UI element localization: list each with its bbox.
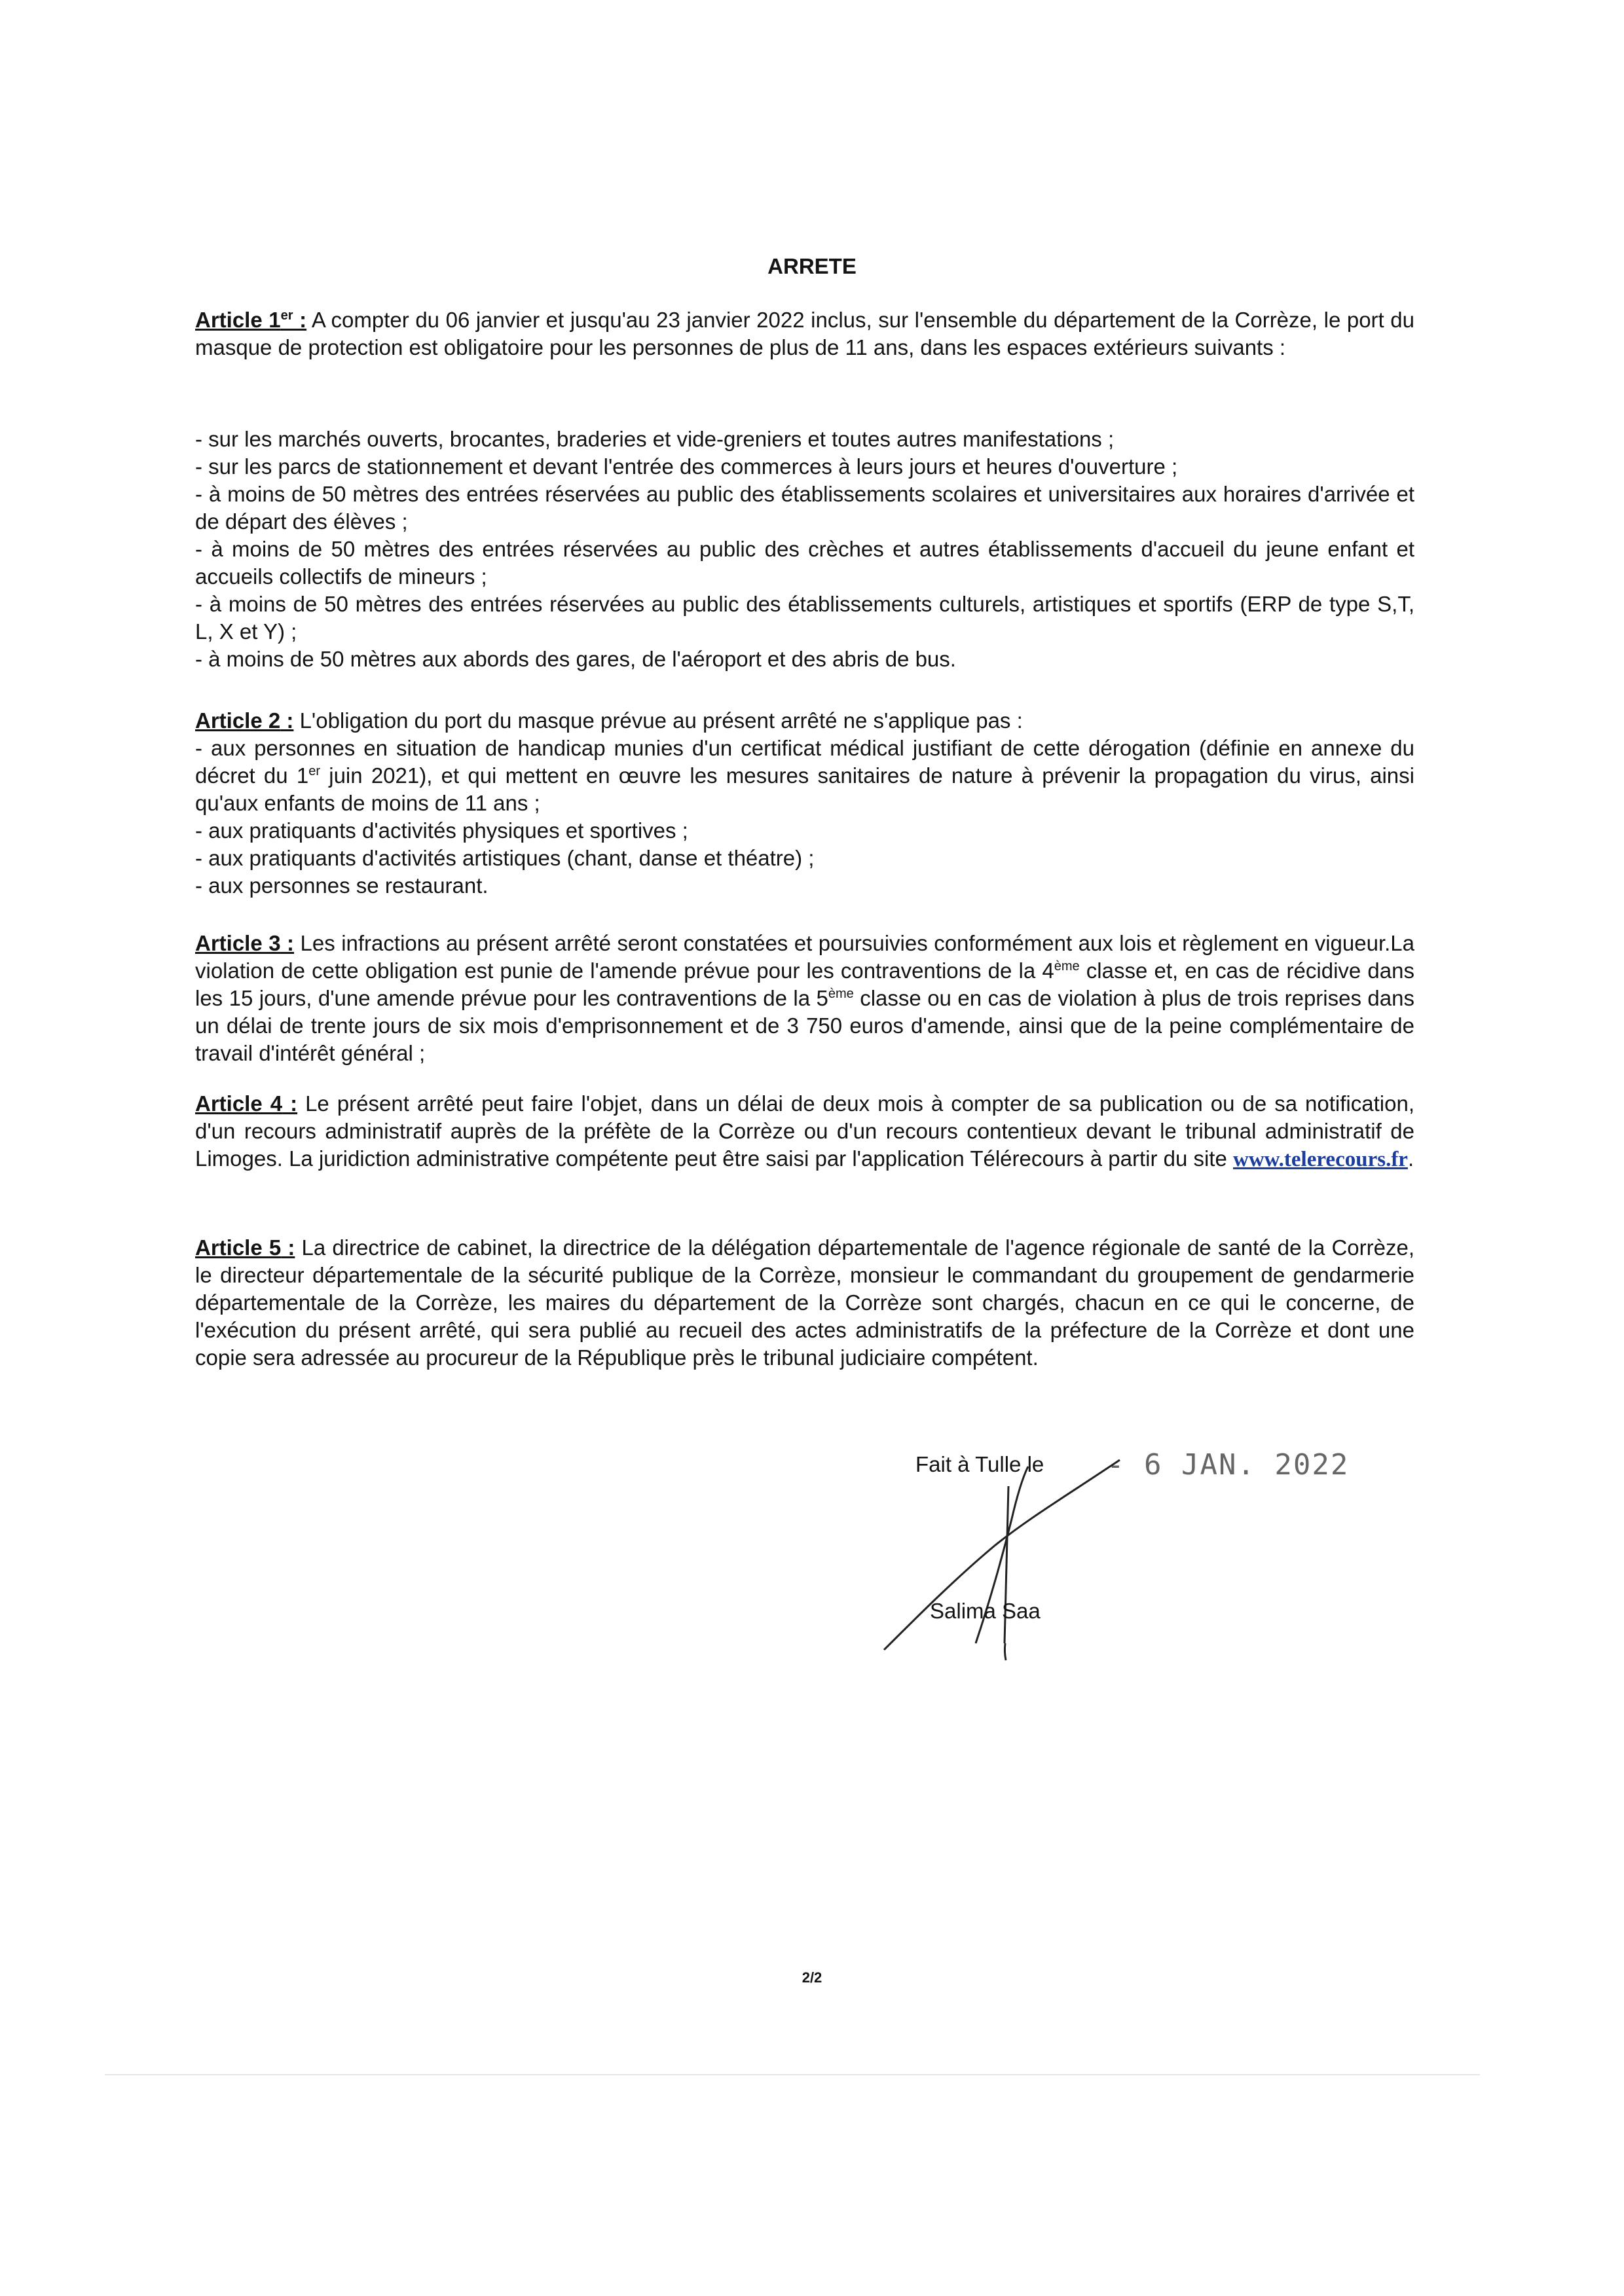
article-3 <box>195 930 1414 1067</box>
article-1-label: Article 1er : <box>195 308 307 332</box>
signer-name: Salima Saa <box>930 1599 1041 1623</box>
article-1-list <box>195 426 1414 673</box>
article-5 <box>195 1234 1414 1372</box>
article-2-label: Article 2 : <box>195 708 294 733</box>
article-4-text: Article 4 : Le présent arrêté peut faire l'objet, dans un délai de deux mois à compter de sa publication ou de sa notification, d'un recours administratif auprès de la préfète de la Corrèze ou d'un recours contentieux devant le tribunal administratif de Limoges. La juridiction administrative compétente peut être saisi par l'application Télérecours à partir du site www.telerecours.fr. <box>195 1091 1414 1171</box>
article-3-label: Article 3 : <box>195 931 295 955</box>
article-2 <box>195 707 1414 900</box>
date-stamp: - 6 JAN. 2022 <box>1107 1448 1350 1482</box>
list-item: - sur les parcs de stationnement et devant l'entrée des commerces à leurs jours et heures d'ouverture ; <box>195 454 1178 479</box>
article-1 <box>195 306 1414 361</box>
list-item: - aux pratiquants d'activités artistiques (chant, danse et théatre) ; <box>195 846 815 870</box>
list-item: - aux personnes se restaurant. <box>195 873 489 898</box>
list-item: - à moins de 50 mètres aux abords des gares, de l'aéroport et des abris de bus. <box>195 647 956 671</box>
article-5-label: Article 5 : <box>195 1235 295 1260</box>
list-item: - aux pratiquants d'activités physiques et sportives ; <box>195 818 688 843</box>
article-5-text: Article 5 : La directrice de cabinet, la directrice de la délégation départementale de l'agence régionale de santé de la Corrèze, le directeur départementale de la sécurité publique de la Corrèze, monsieur le commandant du groupement de gendarmerie départementale de la Corrèze, les maires du département de la Corrèze sont chargés, chacun en ce qui le concerne, de l'exécution du présent arrêté, qui sera publié au recueil des actes administratifs de la préfecture de la Corrèze et dont une copie sera adressée au procureur de la République près le tribunal judiciaire compétent. <box>195 1235 1414 1370</box>
list-item: - sur les marchés ouverts, brocantes, braderies et vide-greniers et toutes autres manifestations ; <box>195 427 1115 451</box>
article-3-text: Article 3 : Les infractions au présent arrêté seront constatées et poursuivies conformément aux lois et règlement en vigueur.La violation de cette obligation est punie de l'amende prévue pour les contraventions de la 4ème classe et, en cas de récidive dans les 15 jours, d'une amende prévue pour les contraventions de la 5ème classe ou en cas de violation à plus de trois reprises dans un délai de trente jours de six mois d'emprisonnement et de 3 750 euros d'amende, ainsi que de la peine complémentaire de travail d'intérêt général ; <box>195 931 1414 1065</box>
list-item: - à moins de 50 mètres des entrées réservées au public des établissements culturels, artistiques et sportifs (ERP de type S,T, L, X et Y) ; <box>195 592 1414 644</box>
article-4 <box>195 1090 1414 1173</box>
telerecours-link[interactable]: www.telerecours.fr <box>1233 1148 1408 1171</box>
article-2-intro: Article 2 : L'obligation du port du masque prévue au présent arrêté ne s'applique pas : <box>195 708 1023 733</box>
signature-place-label: Fait à Tulle le <box>915 1452 1044 1476</box>
document-title: ARRETE <box>767 254 857 278</box>
article-1-intro: Article 1er : A compter du 06 janvier et jusqu'au 23 janvier 2022 inclus, sur l'ensemble du département de la Corrèze, le port du masque de protection est obligatoire pour les personnes de plus de 11 ans, dans les espaces extérieurs suivants : <box>195 308 1414 359</box>
list-item: - aux personnes en situation de handicap munies d'un certificat médical justifiant de cette dérogation (définie en annexe du décret du 1er juin 2021), et qui mettent en œuvre les mesures sanitaires de nature à prévenir la propagation du virus, ainsi qu'aux enfants de moins de 11 ans ; <box>195 736 1414 815</box>
page-number: 2/2 <box>802 1969 822 1986</box>
bottom-divider <box>105 2074 1480 2075</box>
list-item: - à moins de 50 mètres des entrées réservées au public des crèches et autres établissements d'accueil du jeune enfant et accueils collectifs de mineurs ; <box>195 537 1414 589</box>
article-4-label: Article 4 : <box>195 1091 298 1116</box>
list-item: - à moins de 50 mètres des entrées réservées au public des établissements scolaires et universitaires aux horaires d'arrivée et de départ des élèves ; <box>195 482 1414 534</box>
handwritten-signature <box>877 1447 1126 1663</box>
